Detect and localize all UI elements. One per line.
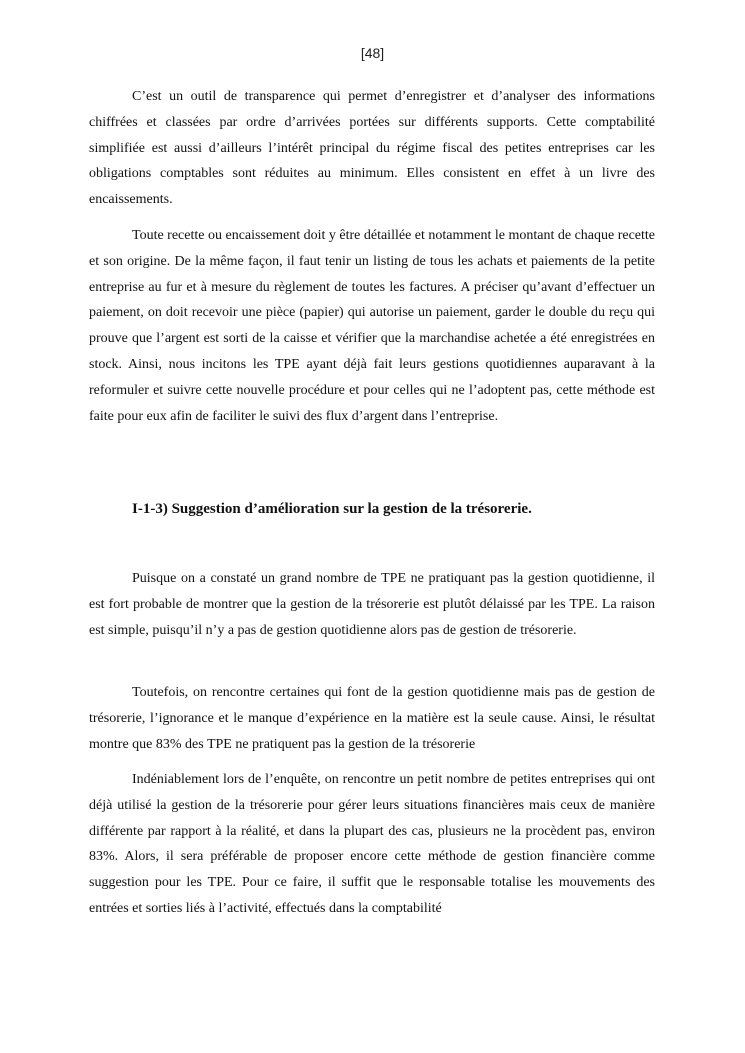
paragraph-enquete-suggestion: Indéniablement lors de l’enquête, on rencontre un petit nombre de petites entreprises qui ont déjà utilisé la gestion de la trésorerie pour gérer leurs situations financières mais ceux de manière différente par rapport à la réalité, et dans la plupart des cas, plusieurs ne la procèdent pas, environ 83%. Alors, il sera préférable de proposer encore cette méthode de gestion financière comme suggestion pour les TPE. Pour ce faire, il suffit que le responsable totalise les mouvements des entrées et sorties liés à l’activité, effectués dans la comptabilité xyxy=(89,772,655,916)
paragraph-ignorance-experience: Toutefois, on rencontre certaines qui font de la gestion quotidienne mais pas de gestion de trésorerie, l’ignorance et le manque d’expérience en la matière est la seule cause. Ainsi, le résultat montre que 83% des TPE ne pratiquent pas la gestion de la trésorerie xyxy=(89,685,655,752)
paragraph-constat-tpe: Puisque on a constaté un grand nombre de TPE ne pratiquant pas la gestion quotidienne, il est fort probable de montrer que la gestion de la trésorerie est plutôt délaissé par les TPE. La raison est simple, puisqu’il n’y a pas de gestion quotidienne alors pas de gestion de trésorerie. xyxy=(89,571,655,638)
section-heading: I-1-3) Suggestion d’amélioration sur la gestion de la trésorerie. xyxy=(132,501,532,517)
paragraph-recettes-paiements: Toute recette ou encaissement doit y être détaillée et notamment le montant de chaque recette et son origine. De la même façon, il faut tenir un listing de tous les achats et paiements de la petite entreprise au fur et à mesure du règlement de toutes les factures. A préciser qu’avant d’effectuer un paiement, on doit recevoir une pièce (papier) qui autorise un paiement, garder le double du reçu qui prouve que l’argent est sorti de la caisse et vérifier que la marchandise achetée a été enregistrées en stock. Ainsi, nous incitons les TPE ayant déjà fait leurs gestions quotidiennes auparavant à la reformuler et suivre cette nouvelle procédure et pour celles qui ne l’adoptent pas, cette méthode est faite pour eux afin de faciliter le suivi des flux d’argent dans l’entreprise. xyxy=(89,228,656,424)
paragraph-comptabilite-simplifiee: C’est un outil de transparence qui permet d’enregistrer et d’analyser des informations chiffrées et classées par ordre d’arrivées portées sur différents supports. Cette comptabilité simplifiée est aussi d’ailleurs l’intérêt principal du régime fiscal des petites entreprises car les obligations comptables sont réduites au minimum. Elles consistent en effet à un livre des encaissements. xyxy=(89,89,655,208)
page-number: [48] xyxy=(360,45,385,61)
